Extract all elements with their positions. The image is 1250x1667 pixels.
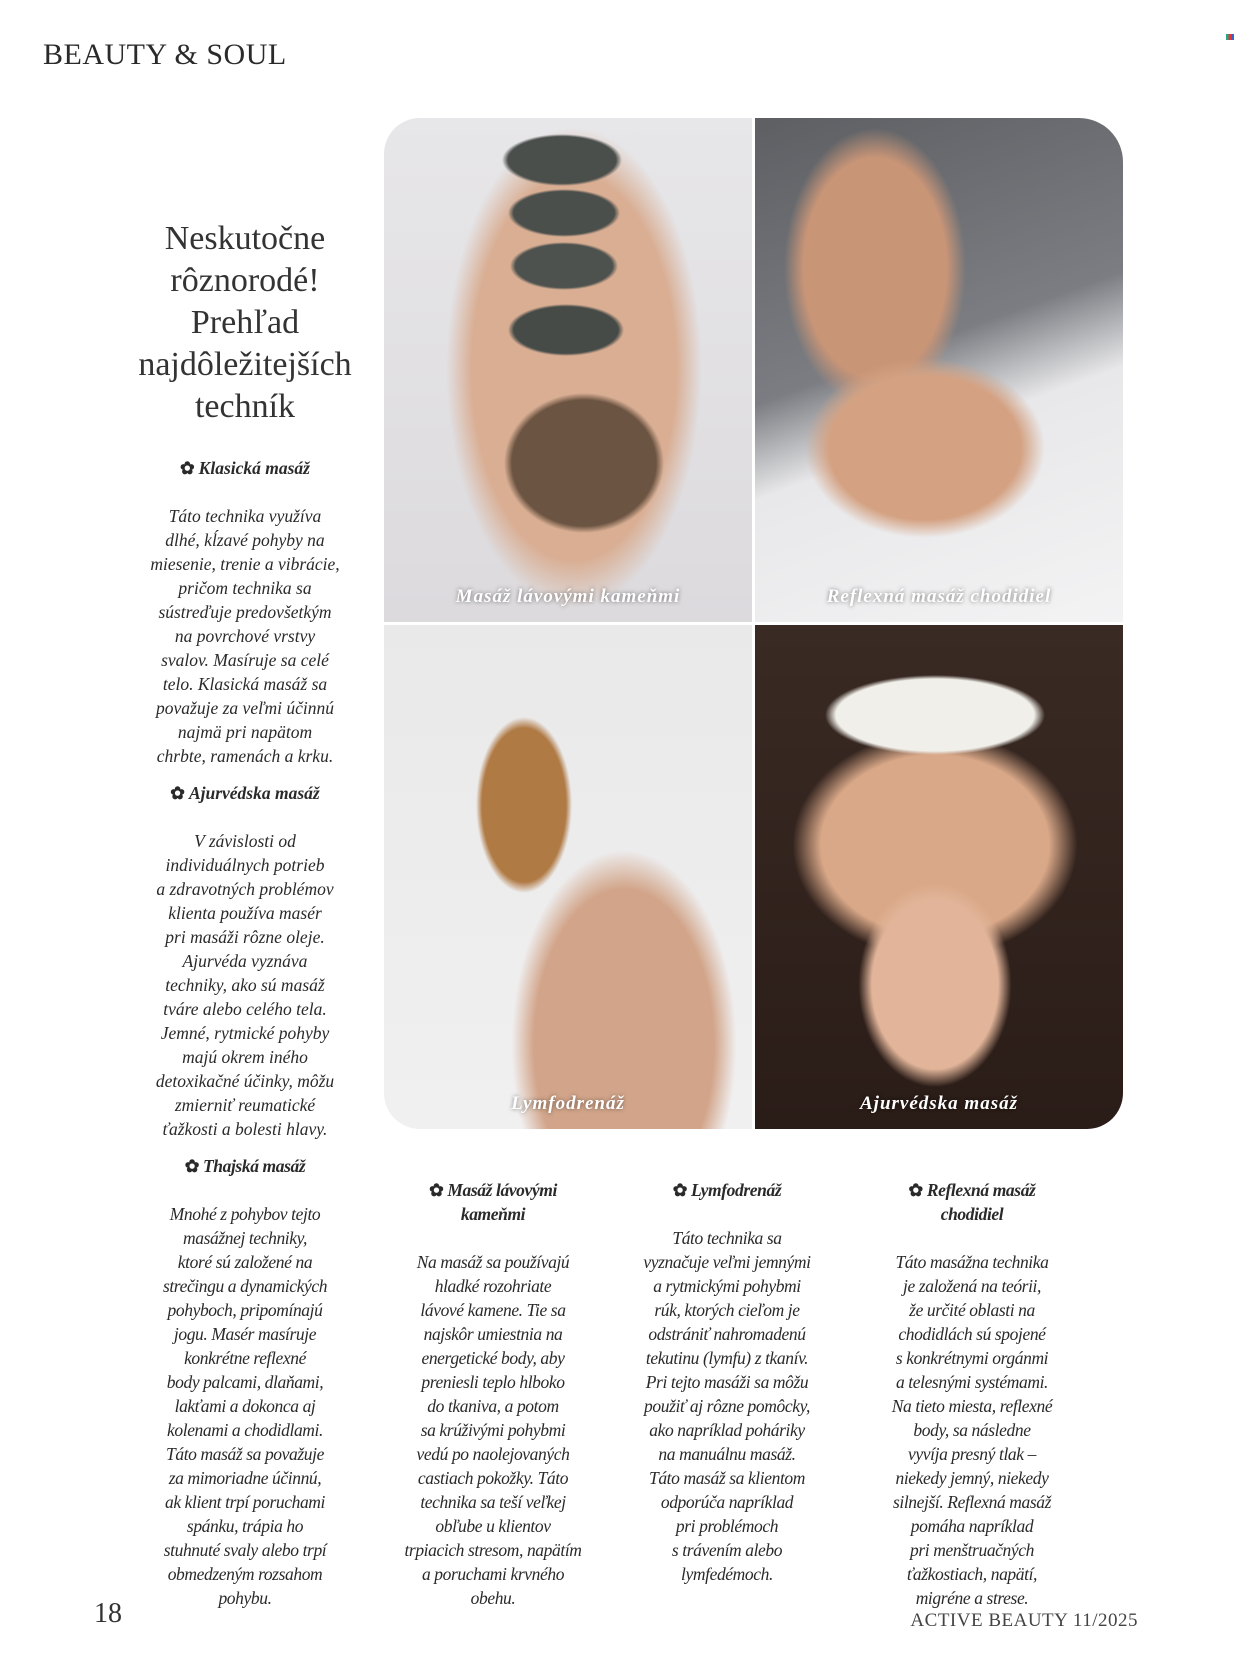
photo-caption: Lymfodrenáž [511, 1093, 625, 1114]
section-heading [857, 1178, 1087, 1226]
page-number: 18 [94, 1598, 122, 1629]
heading-text: Reflexná masáž chodidiel [926, 1180, 1036, 1224]
photo-lymphatic-drainage [384, 625, 752, 1129]
section-text: Táto technika sa vyznačuje veľmi jemnými a rytmickými pohybmi rúk, ktorých cieľom je odstrániť nahromadenú tekutinu (lymfu) z tkanív. Pri tejto masáži sa môžu použiť aj rôzne pomôcky, ako napríklad poháriky na manuálnu masáž. Táto masáž sa klientom odporúča napríklad pri problémoch s trávením alebo lymfedémoch. [643, 1228, 811, 1584]
heading-text: Thajská masáž [203, 1156, 306, 1176]
section-text: Mnohé z pohybov tejto masážnej techniky, ktoré sú založené na strečingu a dynamických pohyboch, pripomínajú jogu. Masér masíruje konkrétne reflexné body palcami, dlaňami, lakťami a dokonca aj kolenami a chodidlami. Táto masáž sa považuje za mimoriadne účinnú, ak klient trpí poruchami spánku, trápia ho stuhnuté svaly alebo trpí obmedzeným rozsahom pohybu. [162, 1204, 328, 1608]
section-klasicka [120, 432, 370, 792]
section-ajurvedska [120, 757, 370, 1165]
section-text: Táto masážna technika je založená na teórii, že určité oblasti na chodidlách sú spojené s konkrétnymi orgánmi a telesnými systémami. Na tieto miesta, reflexné body, sa následne vyvíja presný tlak – niekedy jemný, niekedy silnejší. Reflexná masáž pomáha napríklad pri menštruačných ťažkostiach, napätí, migréne a strese. [891, 1252, 1053, 1608]
flower-icon: ✿ [672, 1180, 688, 1200]
flower-icon: ✿ [179, 458, 195, 478]
flower-icon: ✿ [170, 783, 185, 803]
section-lavove-kamene [378, 1154, 608, 1634]
flower-icon: ✿ [429, 1180, 444, 1200]
color-mark [1226, 34, 1234, 40]
section-heading [612, 1178, 842, 1202]
section-heading [120, 456, 370, 480]
section-text: V závislosti od individuálnych potrieb a zdravotných problémov klienta používa masér pri masáži rôzne oleje. Ajurvéda vyznáva techniky, ako sú masáž tváre alebo celého tela. Jemné, rytmické pohyby majú okrem iného detoxikačné účinky, môžu zmierniť reumatické ťažkosti a bolesti hlavy. [155, 831, 335, 1139]
article-title: Neskutočne rôznorodé! Prehľad najdôležitejších techník [138, 220, 352, 425]
heading-text: Masáž lávovými kameňmi [447, 1180, 557, 1224]
photo-ayurvedic-massage [755, 625, 1123, 1129]
photo-caption: Masáž lávovými kameňmi [455, 586, 681, 607]
section-heading [378, 1178, 608, 1226]
flower-icon: ✿ [184, 1156, 199, 1176]
flower-icon: ✿ [908, 1180, 923, 1200]
magazine-issue: ACTIVE BEAUTY 11/2025 [910, 1610, 1138, 1631]
heading-text: Lymfodrenáž [691, 1180, 782, 1200]
section-heading [120, 1154, 370, 1178]
section-text: Táto technika využíva dlhé, kĺzavé pohyby na miesenie, trenie a vibrácie, pričom technika sa sústreďuje predovšetkým na povrchové vrstvy svalov. Masíruje sa celé telo. Klasická masáž sa považuje za veľmi účinnú najmä pri napätom chrbte, ramenách a krku. [150, 506, 340, 766]
section-thajska [120, 1130, 370, 1634]
section-title: BEAUTY & SOUL [43, 38, 287, 71]
section-text: Na masáž sa používajú hladké rozohriate lávové kamene. Tie sa najskôr umiestnia na energetické body, aby preniesli teplo hlboko do tkaniva, a potom sa krúživými pohybmi vedú po naolejovaných castiach pokožky. Táto technika sa teší veľkej obľube u klientov trpiacich stresom, napätím a poruchami krvného obehu. [404, 1252, 582, 1608]
section-reflexna [857, 1154, 1087, 1634]
photo-grid [384, 118, 1123, 1129]
photo-caption: Reflexná masáž chodidiel [826, 586, 1052, 607]
photo-lava-stones [384, 118, 752, 622]
section-lymfodrenaz [612, 1154, 842, 1610]
heading-text: Ajurvédska masáž [188, 783, 320, 803]
photo-caption: Ajurvédska masáž [860, 1093, 1018, 1114]
photo-foot-reflexology [755, 118, 1123, 622]
heading-text: Klasická masáž [198, 458, 310, 478]
section-heading [120, 781, 370, 805]
